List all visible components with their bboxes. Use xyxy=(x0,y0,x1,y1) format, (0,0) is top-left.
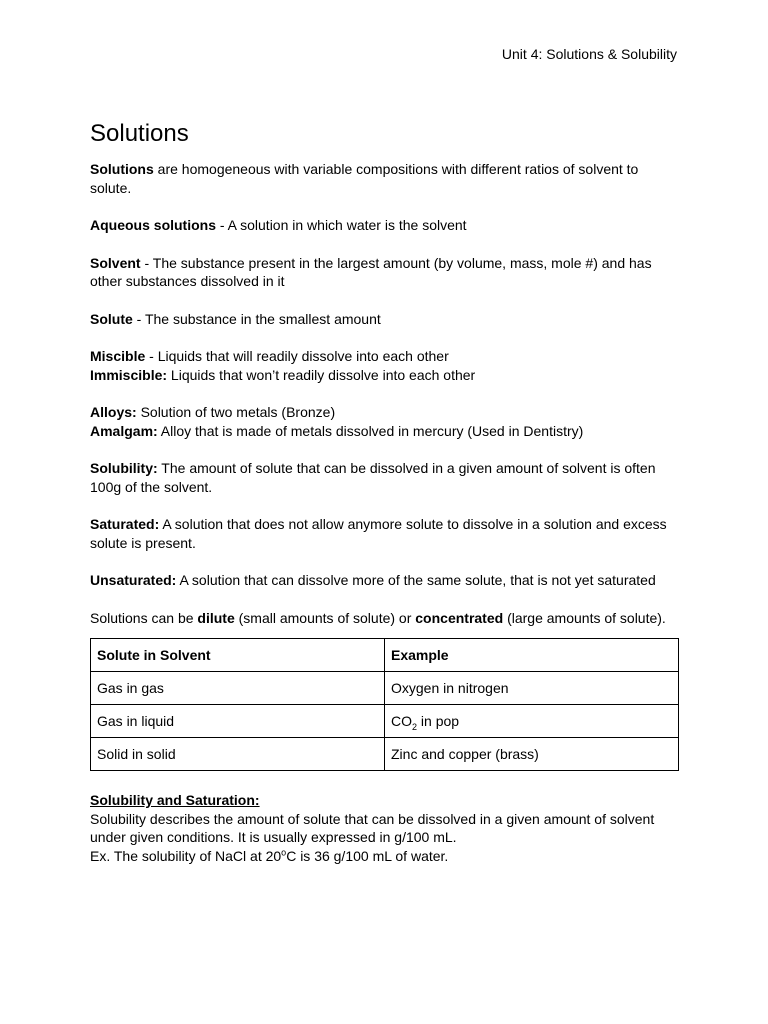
definition-text: - A solution in which water is the solvent xyxy=(216,217,467,233)
term-aqueous: Aqueous solutions xyxy=(90,217,216,233)
table-row xyxy=(91,738,679,771)
term-unsaturated: Unsaturated: xyxy=(90,572,177,588)
definition-miscible xyxy=(90,347,680,366)
definition-text: The amount of solute that can be dissolved in a given amount of solvent is often 100g of the solvent. xyxy=(90,460,656,495)
solute-solvent-table xyxy=(90,638,679,771)
definition-saturated xyxy=(90,515,680,552)
dilute-concentrated-sentence xyxy=(90,609,680,628)
definition-text: Solution of two metals (Bronze) xyxy=(136,404,336,420)
document-body xyxy=(90,160,680,865)
section-example xyxy=(90,847,680,866)
page-title: Solutions xyxy=(90,120,189,147)
table-header-cell: Solute in Solvent xyxy=(91,639,385,672)
sentence-text: Solutions can be xyxy=(90,609,198,626)
example-text: Ex. The solubility of NaCl at 20 xyxy=(90,847,282,864)
definition-solute xyxy=(90,310,680,329)
example-text: C is 36 g/100 mL of water. xyxy=(286,847,449,864)
term-immiscible: Immiscible: xyxy=(90,366,168,383)
term-miscible: Miscible xyxy=(90,348,146,364)
degree-superscript: o xyxy=(281,846,287,857)
table-header-row xyxy=(91,639,679,672)
section-body xyxy=(90,810,680,866)
term-solvent: Solvent xyxy=(90,254,141,271)
definition-immiscible xyxy=(90,366,680,385)
definition-solutions xyxy=(90,160,680,197)
sentence-text: (small amounts of solute) or xyxy=(234,609,416,626)
table-cell: Zinc and copper (brass) xyxy=(385,738,679,771)
term-solubility: Solubility: xyxy=(90,460,158,476)
page-header: Unit 4: Solutions & Solubility xyxy=(501,46,677,62)
table-row xyxy=(91,672,679,705)
definition-text: - Liquids that will readily dissolve into each other xyxy=(145,348,449,364)
section-heading: Solubility and Saturation: xyxy=(90,792,260,808)
term-concentrated: concentrated xyxy=(415,609,504,626)
table-header-cell: Example xyxy=(385,639,679,672)
sentence-text: (large amounts of solute). xyxy=(503,609,666,626)
definition-text: A solution that can dissolve more of the same solute, that is not yet saturated xyxy=(176,572,656,588)
definition-text: are homogeneous with variable compositions with different ratios of solvent to solute. xyxy=(90,161,639,196)
table-cell: Oxygen in nitrogen xyxy=(385,672,679,705)
definition-aqueous xyxy=(90,216,680,235)
definition-solubility xyxy=(90,459,680,496)
table-cell: Gas in gas xyxy=(91,672,385,705)
section-paragraph: Solubility describes the amount of solute that can be dissolved in a given amount of solvent under given conditions. It is usually expressed in g/100 mL. xyxy=(90,810,655,845)
term-amalgam: Amalgam: xyxy=(90,422,158,439)
table-row xyxy=(91,705,679,738)
term-solute: Solute xyxy=(90,310,133,327)
definition-unsaturated xyxy=(90,571,680,590)
formula-text: CO xyxy=(391,712,412,729)
definition-solvent xyxy=(90,254,680,291)
cell-text: in pop xyxy=(417,712,460,729)
table-cell: Gas in liquid xyxy=(91,705,385,738)
term-dilute: dilute xyxy=(197,609,235,626)
definition-alloys xyxy=(90,403,680,422)
table-cell xyxy=(385,705,679,738)
term-alloys: Alloys: xyxy=(90,404,137,420)
definition-text: Alloy that is made of metals dissolved in mercury (Used in Dentistry) xyxy=(157,422,584,439)
term-solutions: Solutions xyxy=(90,161,154,177)
definition-amalgam xyxy=(90,422,680,441)
definition-text: - The substance in the smallest amount xyxy=(132,310,381,327)
definition-text: Liquids that won’t readily dissolve into each other xyxy=(167,366,476,383)
term-saturated: Saturated: xyxy=(90,516,160,532)
formula-subscript: 2 xyxy=(412,721,418,732)
table-cell: Solid in solid xyxy=(91,738,385,771)
definition-text: - The substance present in the largest amount (by volume, mass, mole #) and has other substances dissolved in it xyxy=(90,254,652,289)
definition-text: A solution that does not allow anymore solute to dissolve in a solution and excess solute is present. xyxy=(90,516,667,551)
